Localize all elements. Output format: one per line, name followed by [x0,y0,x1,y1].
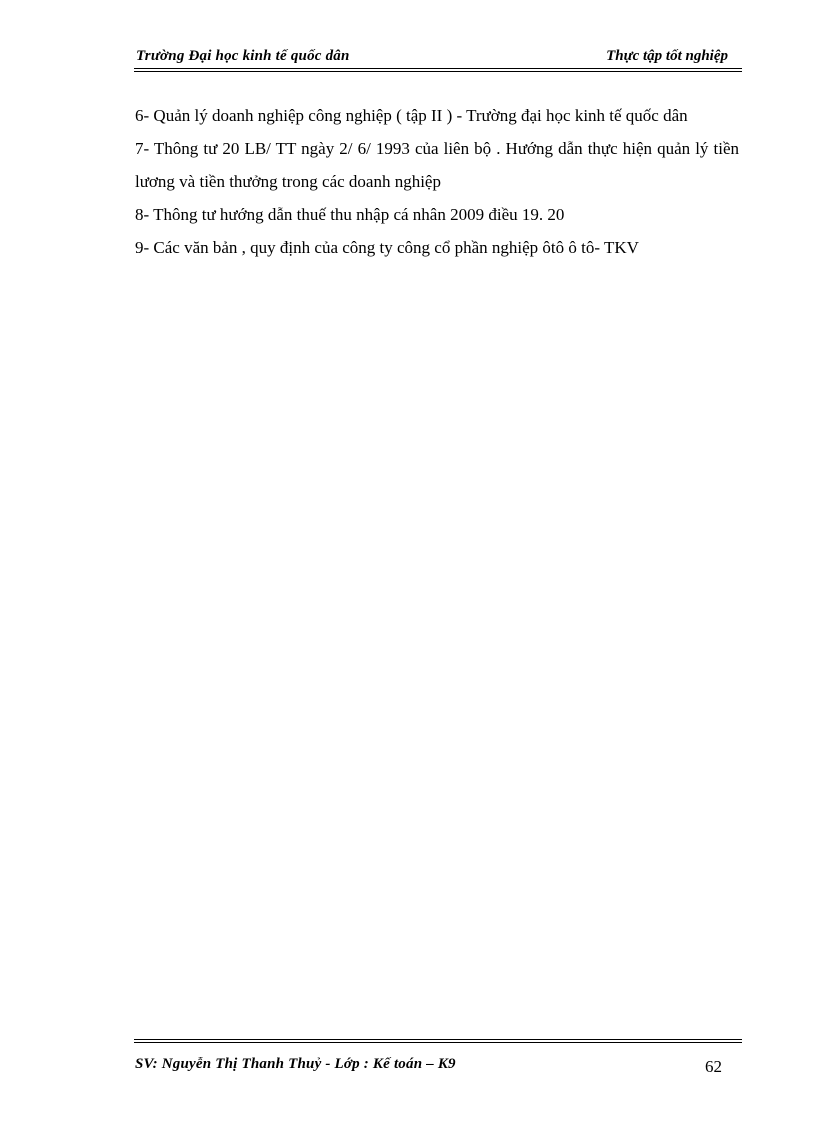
reference-item-7: 7- Thông tư 20 LB/ TT ngày 2/ 6/ 1993 của liên bộ . Hướng dẫn thực hiện quản lý tiền lương và tiền thưởng trong các doanh nghiệp [135,139,739,191]
reference-item-6: 6- Quản lý doanh nghiệp công nghiệp ( tập II ) - Trường đại học kinh tế quốc dân [135,106,688,125]
footer-rule-top [134,1039,742,1040]
page-number: 62 [705,1057,722,1076]
header-rule-top [134,68,742,69]
reference-list [135,99,739,264]
header-university: Trường Đại học kinh tế quốc dân [136,48,350,64]
footer-student-info: SV: Nguyễn Thị Thanh Thuỷ - Lớp : Kế toán – K9 [135,1056,456,1072]
header-rule-bottom [134,71,742,72]
reference-item-8: 8- Thông tư hướng dẫn thuế thu nhập cá nhân 2009 điều 19. 20 [135,205,565,224]
reference-item-9: 9- Các văn bản , quy định của công ty công cổ phần nghiệp ôtô ô tô- TKV [135,238,639,257]
footer-rule-bottom [134,1042,742,1043]
header-document-type: Thực tập tốt nghiệp [606,48,728,64]
page-header [134,44,742,68]
